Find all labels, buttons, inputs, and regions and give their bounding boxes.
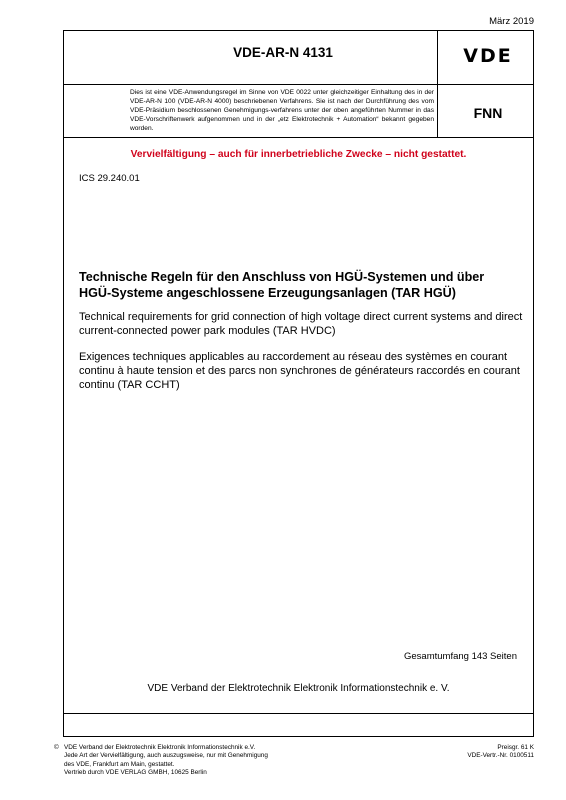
copyright-notice	[54, 744, 268, 777]
title-french: Exigences techniques applicables au raccordement au réseau des systèmes en courant continu à haute tension et des parcs non synchrones de générateurs raccordés en courant continu (TAR CCHT)	[79, 351, 520, 391]
copyright-line: des VDE, Frankfurt am Main, gestattet.	[64, 760, 175, 768]
bottom-rule	[64, 713, 533, 714]
order-info	[467, 744, 534, 761]
total-pages: Gesamtumfang 143 Seiten	[403, 651, 517, 662]
cover-frame	[63, 30, 534, 737]
copyright-line: Jede Art der Vervielfältigung, auch auszugsweise, nur mit Genehmigung	[64, 752, 268, 760]
publication-date: März 2019	[489, 16, 534, 27]
publisher-name: VDE Verband der Elektrotechnik Elektronik Informationstechnik e. V.	[147, 683, 450, 694]
title-english: Technical requirements for grid connection of high voltage direct current systems and direct current-connected power park modules (TAR HVDC)	[79, 311, 523, 337]
price-group: Preisgr. 61 K	[497, 744, 534, 751]
title-german: Technische Regeln für den Anschluss von HGÜ-Systemen und über HGÜ-Systeme angeschlossene Erzeugungsanlagen (TAR HGÜ)	[79, 270, 485, 300]
reproduction-notice: Vervielfältigung – auch für innerbetriebliche Zwecke – nicht gestattet.	[130, 149, 467, 160]
order-number: VDE-Vertr.-Nr. 0100511	[467, 752, 534, 760]
distribution-note: Vertrieb durch VDE VERLAG GMBH, 10625 Berlin	[64, 768, 207, 776]
application-rule-description: Dies ist eine VDE-Anwendungsregel im Sinne von VDE 0022 unter gleichzeitiger Einhaltung des in der VDE-AR-N 100 (VDE-AR-N 4000) beschriebenen Verfahrens. Sie ist nach der Durchführung des vom VDE-Präsidium beschlossenen Genehmigungs-verfahrens unter der oben angeführten Nummer in das VDE-Vorschriftenwerk aufgenommen und in der „etz Elektrotechnik + Automation“ bekannt gegeben worden.	[130, 89, 434, 132]
header-divider	[64, 84, 533, 85]
copyright-line: VDE Verband der Elektrotechnik Elektronik Informationstechnik e.V.	[64, 744, 256, 751]
document-number: VDE-AR-N 4131	[233, 45, 333, 60]
header-bottom-rule	[64, 137, 533, 138]
vde-logo: VDE	[463, 45, 513, 67]
ics-code: ICS 29.240.01	[79, 173, 140, 184]
copyright-symbol: ©	[54, 744, 59, 751]
fnn-label: FNN	[473, 105, 503, 121]
